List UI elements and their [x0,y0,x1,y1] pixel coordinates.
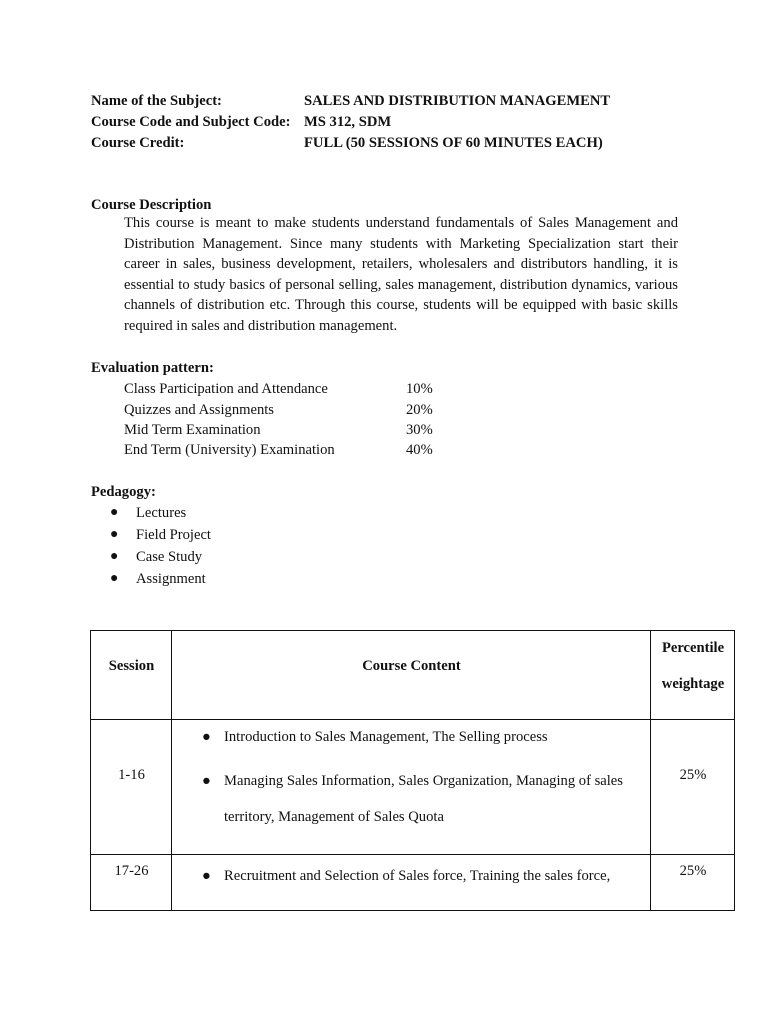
pedagogy-item: Assignment [136,571,206,587]
subject-name-label: Name of the Subject: [91,93,222,109]
pedagogy-item: Case Study [136,549,203,565]
pedagogy-heading: Pedagogy: [91,484,156,500]
bullet-icon: ● [110,505,119,520]
course-description-text: This course is meant to make students understand fundamentals of Sales Management and Distribution Management. Since many students with Marketing Specialization start their career in sales, business development, retailers, wholesalers and distributors handling, it is essential to study basics of personal selling, sales management, distribution dynamics, various channels of distribution etc. Through this course, students will be equipped with basic skills required in sales and distribution management. [124,215,678,334]
content-cell [172,855,651,911]
course-description-heading: Course Description [91,197,212,213]
evaluation-item-value: 10% [406,381,433,397]
session-cell [91,855,172,911]
weightage-cell [651,855,735,911]
evaluation-item-value: 20% [406,402,433,418]
evaluation-item-value: 30% [406,422,433,438]
table-row [91,720,735,855]
course-content-table [90,630,735,911]
content-item: Recruitment and Selection of Sales force, Training the sales force, [224,868,611,884]
bullet-icon: ● [202,773,211,789]
content-item: Introduction to Sales Management, The Selling process [224,729,548,745]
content-item-continuation: territory, Management of Sales Quota [224,809,444,825]
course-credit-value: FULL (50 SESSIONS OF 60 MINUTES EACH) [304,135,603,151]
evaluation-item-label: End Term (University) Examination [124,442,335,458]
session-cell [91,720,172,855]
weightage-header-cell [651,631,735,720]
weightage-cell [651,720,735,855]
table-header-row [91,631,735,720]
evaluation-item-label: Mid Term Examination [124,422,261,438]
bullet-icon: ● [110,549,119,564]
weightage-header: weightage [661,676,725,692]
weightage-value: 25% [679,863,707,879]
session-number: 1-16 [118,767,145,783]
content-header-cell [172,631,651,720]
session-number: 17-26 [114,863,149,879]
percentile-header: Percentile [661,640,725,656]
bullet-icon: ● [202,868,211,884]
content-item: Managing Sales Information, Sales Organization, Managing of sales [224,773,623,789]
course-code-label: Course Code and Subject Code: [91,114,291,130]
session-header: Session [108,658,155,674]
bullet-icon: ● [110,571,119,586]
pedagogy-item: Field Project [136,527,211,543]
course-code-value: MS 312, SDM [304,114,392,130]
weightage-value: 25% [679,767,707,783]
evaluation-item-label: Class Participation and Attendance [124,381,328,397]
bullet-icon: ● [202,729,211,745]
evaluation-item-label: Quizzes and Assignments [124,402,274,418]
subject-name-value: SALES AND DISTRIBUTION MANAGEMENT [304,93,611,109]
course-credit-label: Course Credit: [91,135,185,151]
content-cell [172,720,651,855]
course-content-header: Course Content [362,658,461,674]
session-header-cell [91,631,172,720]
evaluation-heading: Evaluation pattern: [91,360,214,376]
evaluation-item-value: 40% [406,442,433,458]
pedagogy-item: Lectures [136,505,187,521]
table-row [91,855,735,911]
bullet-icon: ● [110,527,119,542]
